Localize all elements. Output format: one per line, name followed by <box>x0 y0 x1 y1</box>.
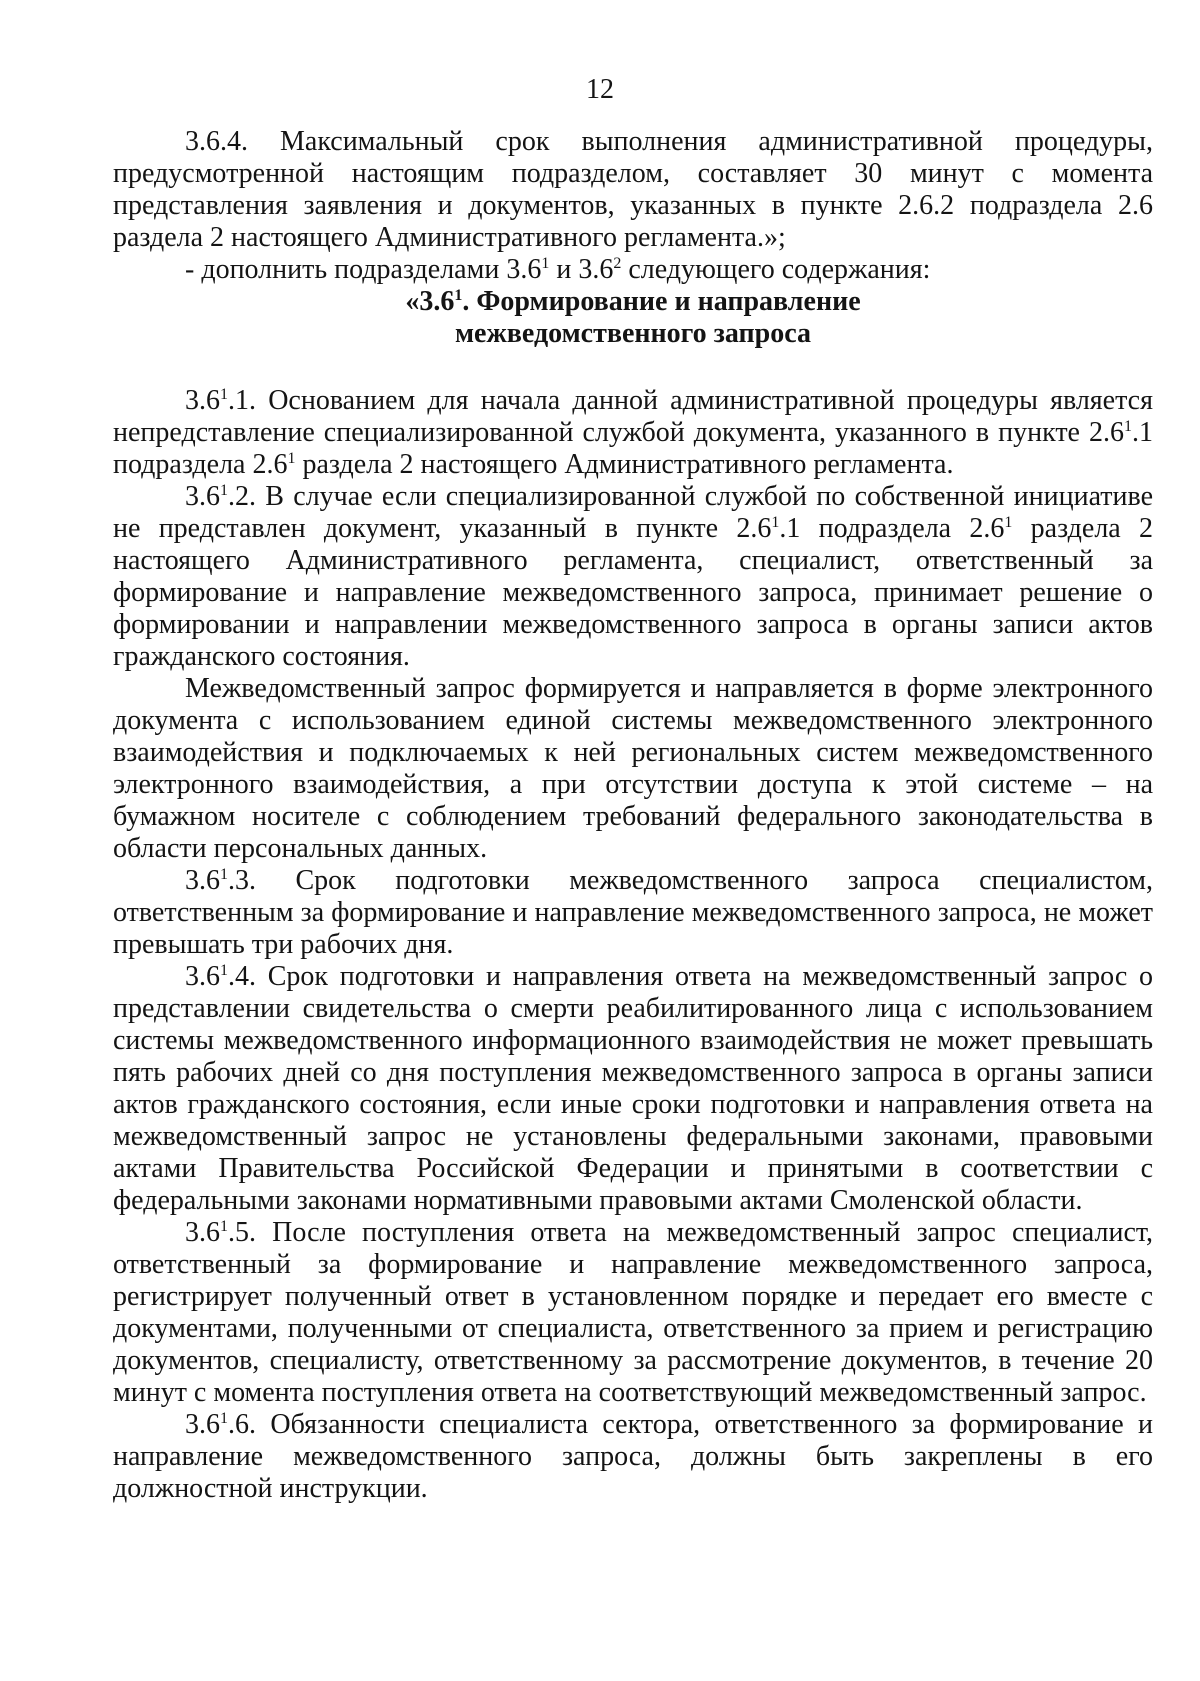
section-heading: «$3.6^1$. Формирование и направление межведомственного запроса <box>405 286 861 349</box>
paragraph-3-6-1-4: $3.6^1.4$. Срок подготовки и направления ответа на межведомственный запрос о представлении свидетельства о смерти реабилитированного лица с использованием системы межведомственного информационного взаимодействия не может превышать пять рабочих дней со дня поступления межведомственного запроса в органы записи актов гражданского состояния, если иные сроки подготовки и направления ответа на межведомственный запрос не установлены федеральными законами, правовыми актами Правительства Российской Федерации и принятыми в соответствии с федеральными законами нормативными правовыми актами Смоленской области. <box>113 961 1153 1216</box>
paragraph-amendment-intro: - дополнить подразделами $3.6^1$ и $3.6^2$ следующего содержания: <box>185 254 931 285</box>
spacer <box>113 350 1153 385</box>
paragraph-3-6-1-2: $3.6^1.2$. В случае если специализированной службой по собственной инициативе не представлен документ, указанный в пункте $2.6^1.1$ подраздела $2.6^1$ раздела 2 настоящего Административного регламента, специалист, ответственный за формирование и направление межведомственного запроса, принимает решение о формировании и направлении межведомственного запроса в органы записи актов гражданского состояния. <box>113 481 1154 672</box>
paragraph-interagency-request: Межведомственный запрос формируется и направляется в форме электронного документа с использованием единой системы межведомственного электронного взаимодействия и подключаемых к ней региональных систем межведомственного электронного взаимодействия, а при отсутствии доступа к этой системе – на бумажном носителе с соблюдением требований федерального законодательства в области персональных данных. <box>113 673 1153 864</box>
document-body <box>113 126 1153 1505</box>
paragraph-3-6-1-3: $3.6^1.3$. Срок подготовки межведомственного запроса специалистом, ответственным за формирование и направление межведомственного запроса, не может превышать три рабочих дня. <box>113 865 1153 960</box>
paragraph-3-6-1-6: $3.6^1.6$. Обязанности специалиста сектора, ответственного за формирование и направление межведомственного запроса, должны быть закреплены в его должностной инструкции. <box>113 1409 1153 1504</box>
paragraph-3-6-4: 3.6.4. Максимальный срок выполнения административной процедуры, предусмотренной настоящим подразделом, составляет 30 минут с момента представления заявления и документов, указанных в пункте 2.6.2 подраздела 2.6 раздела 2 настоящего Административного регламента.»; <box>113 126 1153 253</box>
paragraph-3-6-1-1: $3.6^1.1$. Основанием для начала данной административной процедуры является непредставление специализированной службой документа, указанного в пункте $2.6^1.1$ подраздела $2.6^1$ раздела 2 настоящего Административного регламента. <box>113 385 1153 480</box>
paragraph-3-6-1-5: $3.6^1.5$. После поступления ответа на межведомственный запрос специалист, ответственный за формирование и направление межведомственного запроса, регистрирует полученный ответ в установленном порядке и передает его вместе с документами, полученными от специалиста, ответственного за прием и регистрацию документов, специалисту, ответственному за рассмотрение документов, в течение 20 минут с момента поступления ответа на соответствующий межведомственный запрос. <box>113 1217 1153 1408</box>
page-number: 12 <box>586 74 614 105</box>
